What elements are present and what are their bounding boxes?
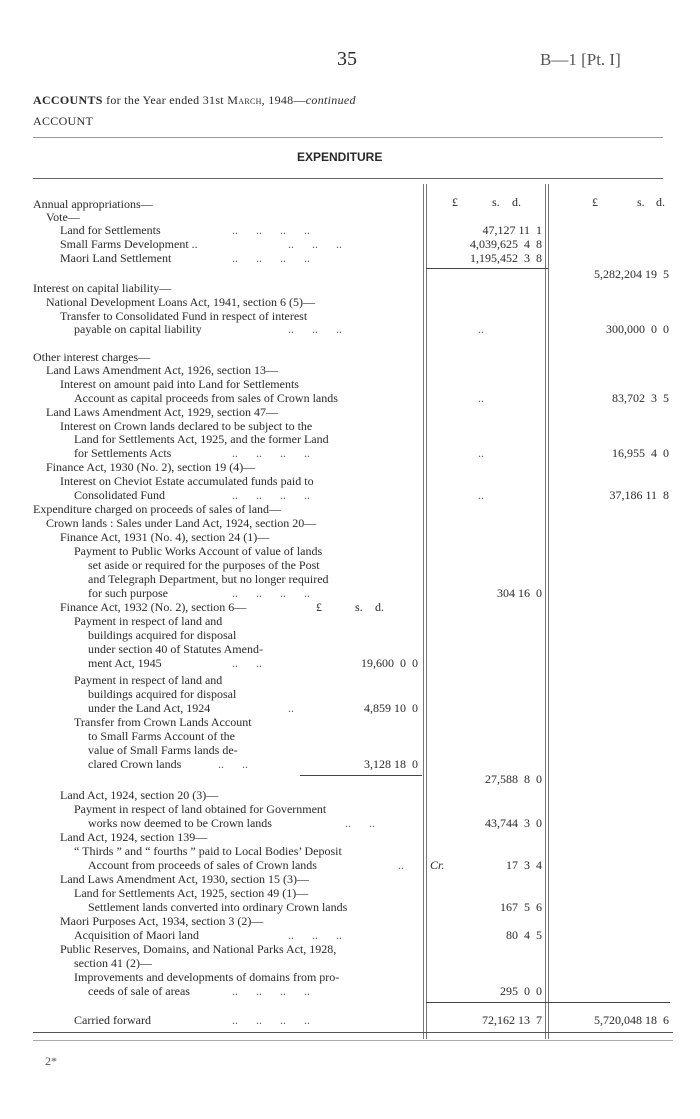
col2-amount: 5,282,204 19 5 — [594, 267, 669, 281]
col1-amount: 43,744 3 0 — [485, 816, 542, 830]
column-rule-middle-inner — [548, 184, 549, 1039]
desc-line: Payment in respect of land obtained for Government — [74, 802, 327, 816]
account-heading: ACCOUNT — [33, 114, 94, 128]
leader-dots: .. .. .. .. — [232, 446, 310, 460]
desc-line: and Telegraph Department, but no longer required — [88, 572, 329, 586]
desc-line: Vote— — [46, 210, 80, 224]
leader-dots: .. .. .. .. — [232, 488, 310, 502]
col2-amount: 16,955 4 0 — [612, 446, 669, 460]
desc-line: Annual appropriations— — [33, 197, 153, 211]
leader-dots: .. .. .. .. — [232, 586, 310, 600]
inner-amount: 19,600 0 0 — [361, 656, 418, 670]
desc-line: Land Laws Amendment Act, 1930, section 15 (3)— — [60, 872, 309, 886]
desc-line: “ Thirds ” and “ fourths ” paid to Local Bodies’ Deposit — [74, 844, 342, 858]
desc-line: to Small Farms Account of the — [88, 729, 235, 743]
col2-pence-header: d. — [656, 195, 665, 209]
col2-carried-forward: 5,720,048 18 6 — [594, 1013, 669, 1027]
desc-line: Expenditure charged on proceeds of sales of land— — [33, 502, 282, 516]
desc-line: Acquisition of Maori land — [74, 928, 199, 942]
col1-amount: 304 16 0 — [497, 586, 542, 600]
column-rule-middle — [545, 184, 546, 1039]
accounts-rest: for the Year ended 31st — [106, 93, 224, 107]
desc-line: Crown lands : Sales under Land Act, 1924, section 20— — [46, 516, 317, 530]
leader-dots: .. .. — [218, 757, 248, 771]
desc-line: payable on capital liability — [74, 322, 202, 336]
leader-dots: .. .. — [232, 656, 262, 670]
col2-shilling-header: s. — [637, 195, 645, 209]
desc-line: Finance Act, 1932 (No. 2), section 6— — [60, 600, 247, 614]
desc-line: Land for Settlements Act, 1925, and the former Land — [74, 432, 329, 446]
accounts-heading — [33, 93, 356, 108]
leader-dots: .. .. .. .. — [232, 1013, 310, 1027]
desc-line: Land Laws Amendment Act, 1929, section 47— — [46, 405, 278, 419]
desc-line: Land for Settlements Act, 1925, section 49 (1)— — [74, 886, 309, 900]
desc-line: Maori Land Settlement — [60, 251, 172, 265]
desc-line: Interest on Cheviot Estate accumulated funds paid to — [60, 474, 314, 488]
leader-dots: .. — [398, 858, 404, 872]
desc-line: for Settlements Acts — [74, 446, 172, 460]
continued-label: continued — [305, 93, 356, 107]
inner-total-rule — [300, 775, 422, 776]
desc-line: works now deemed to be Crown lands — [88, 816, 272, 830]
col1-amount: 27,588 8 0 — [485, 772, 542, 786]
desc-line: Land Act, 1924, section 20 (3)— — [60, 788, 219, 802]
col1-pence-header: d. — [512, 195, 521, 209]
col1-amount: 167 5 6 — [500, 900, 542, 914]
desc-line: Small Farms Development .. — [60, 237, 198, 251]
col2-amount: 83,702 3 5 — [612, 391, 669, 405]
col1-subtotal-rule — [426, 268, 548, 269]
desc-line: under the Land Act, 1924 — [88, 701, 211, 715]
desc-line: Payment in respect of land and — [74, 673, 223, 687]
column-rule-left — [423, 184, 424, 1039]
desc-line: clared Crown lands — [88, 757, 182, 771]
desc-line: Finance Act, 1930 (No. 2), section 19 (4)— — [46, 460, 256, 474]
desc-line: value of Small Farms lands de- — [88, 743, 238, 757]
page-number: 35 — [337, 48, 357, 70]
desc-line: buildings acquired for disposal — [88, 687, 237, 701]
desc-line: set aside or required for the purposes of the Post — [88, 558, 320, 572]
desc-line: Improvements and developments of domains from pro- — [74, 970, 340, 984]
leader-dots: .. .. .. — [288, 928, 342, 942]
leader-dots: .. .. .. — [288, 237, 342, 251]
col1-amount: 80 4 5 — [506, 928, 542, 942]
desc-line: National Development Loans Act, 1941, section 6 (5)— — [46, 295, 315, 309]
desc-line: ment Act, 1945 — [88, 656, 162, 670]
accounts-label: ACCOUNTS — [33, 93, 103, 107]
bottom-rule-secondary — [33, 1040, 673, 1041]
desc-line: Payment to Public Works Account of value of lands — [74, 544, 323, 558]
desc-line: for such purpose — [88, 586, 168, 600]
col2-total-rule — [548, 1002, 670, 1003]
title-rule — [33, 178, 663, 179]
desc-line: Land for Settlements — [60, 223, 161, 237]
empty-amount-dots: .. — [478, 322, 484, 336]
signature-mark: 2* — [45, 1054, 57, 1068]
leader-dots: .. .. .. .. — [232, 251, 310, 265]
desc-line: Payment in respect of land and — [74, 614, 223, 628]
march-label: March — [227, 93, 262, 107]
desc-line: Settlement lands converted into ordinary Crown lands — [88, 900, 348, 914]
desc-line: ceeds of sale of areas — [88, 984, 190, 998]
col2-pound-header: £ — [592, 195, 598, 209]
bottom-rule — [33, 1032, 673, 1033]
inner-amount: 4,859 10 0 — [364, 701, 418, 715]
desc-line: Land Act, 1924, section 139— — [60, 830, 208, 844]
desc-line: Interest on amount paid into Land for Settlements — [60, 377, 299, 391]
col1-amount: 4,039,625 4 8 — [470, 237, 542, 251]
empty-amount-dots: .. — [478, 446, 484, 460]
top-rule — [33, 137, 663, 138]
desc-line: Interest on Crown lands declared to be subject to the — [60, 419, 313, 433]
desc-line: Account as capital proceeds from sales of Crown lands — [74, 391, 338, 405]
desc-line: Other interest charges— — [33, 350, 151, 364]
year-rest: , 1948— — [261, 93, 306, 107]
desc-line: Consolidated Fund — [74, 488, 166, 502]
desc-line: Transfer to Consolidated Fund in respect of interest — [60, 309, 308, 323]
leader-dots: .. .. .. — [288, 322, 342, 336]
inner-pence-header: d. — [375, 600, 384, 614]
col2-amount: 300,000 0 0 — [606, 322, 669, 336]
col1-amount: 1,195,452 3 8 — [470, 251, 542, 265]
desc-line: section 41 (2)— — [74, 956, 152, 970]
desc-line: Maori Purposes Act, 1934, section 3 (2)— — [60, 914, 264, 928]
col1-shilling-header: s. — [492, 195, 500, 209]
col1-pound-header: £ — [452, 195, 458, 209]
inner-amount: 3,128 18 0 — [364, 757, 418, 771]
col1-amount: 47,127 11 1 — [482, 223, 542, 237]
leader-dots: .. .. — [345, 816, 375, 830]
leader-dots: .. .. .. .. — [232, 223, 310, 237]
section-title: EXPENDITURE — [297, 150, 383, 164]
leader-dots: .. .. .. .. — [232, 984, 310, 998]
empty-amount-dots: .. — [478, 488, 484, 502]
desc-line: Account from proceeds of sales of Crown lands — [88, 858, 317, 872]
inner-pound-header: £ — [316, 600, 322, 614]
credit-label: Cr. — [430, 858, 445, 872]
col1-carried-forward: 72,162 13 7 — [482, 1013, 542, 1027]
leader-dots: .. — [288, 701, 294, 715]
desc-line: Transfer from Crown Lands Account — [74, 715, 252, 729]
desc-line: Interest on capital liability— — [33, 281, 172, 295]
desc-line: under section 40 of Statutes Amend- — [88, 642, 263, 656]
col1-amount: 17 3 4 — [506, 858, 542, 872]
column-rule-left-inner — [426, 184, 427, 1039]
col1-total-rule — [426, 1002, 548, 1003]
col1-amount: 295 0 0 — [500, 984, 542, 998]
desc-line: Public Reserves, Domains, and National Parks Act, 1928, — [60, 942, 337, 956]
desc-line: Finance Act, 1931 (No. 4), section 24 (1)— — [60, 530, 270, 544]
carried-forward-label: Carried forward — [74, 1013, 151, 1027]
inner-shilling-header: s. — [355, 600, 363, 614]
document-reference: B—1 [Pt. I] — [540, 50, 621, 69]
col2-amount: 37,186 11 8 — [609, 488, 669, 502]
empty-amount-dots: .. — [478, 391, 484, 405]
desc-line: buildings acquired for disposal — [88, 628, 237, 642]
desc-line: Land Laws Amendment Act, 1926, section 13— — [46, 363, 278, 377]
